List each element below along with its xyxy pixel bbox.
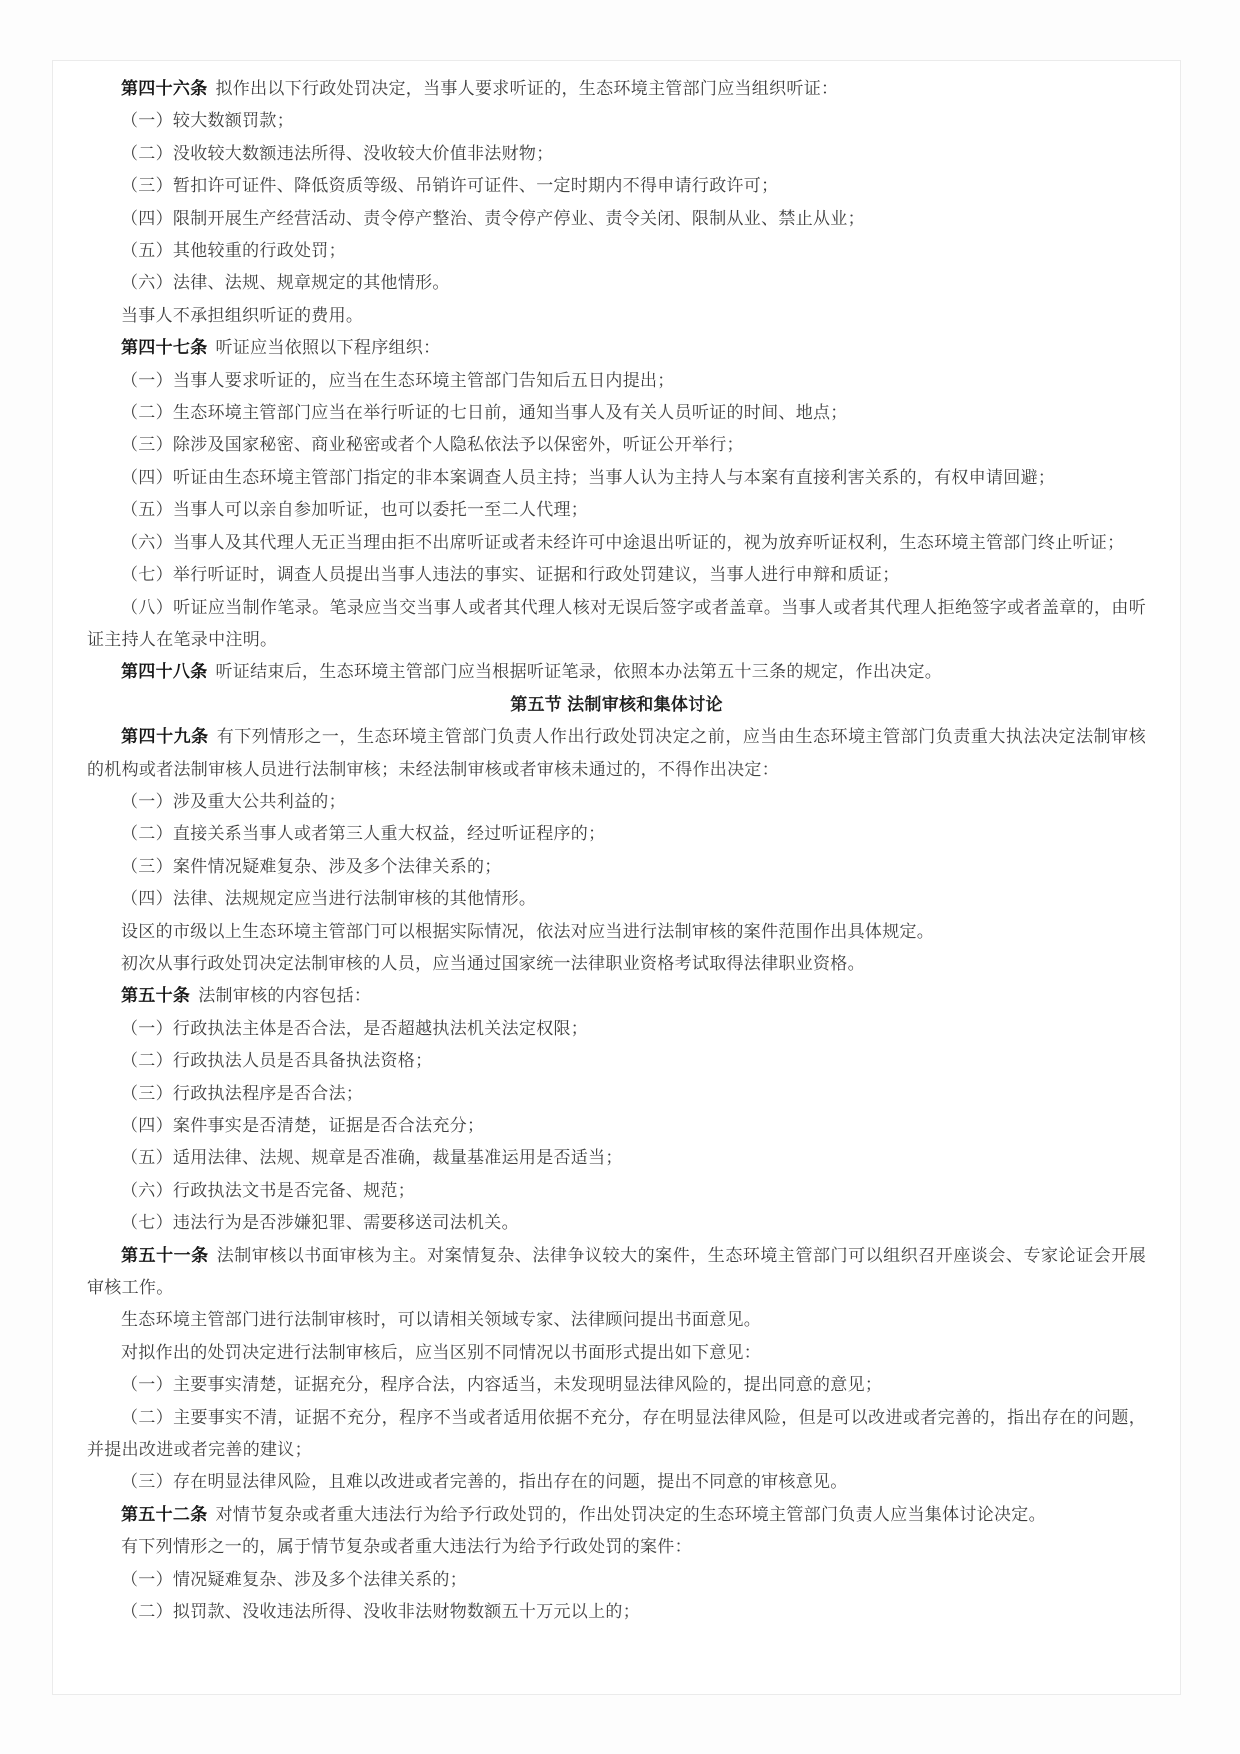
article-number: 第四十六条 — [121, 79, 208, 98]
article-text: 听证应当依照以下程序组织： — [215, 338, 441, 358]
list-item-paragraph: （三）存在明显法律风险，且难以改进或者完善的，指出存在的问题，提出不同意的审核意见。 — [121, 1472, 848, 1492]
list-item-paragraph: （一）当事人要求听证的，应当在生态环境主管部门告知后五日内提出； — [121, 370, 675, 390]
list-item-paragraph: （一）情况疑难复杂、涉及多个法律关系的； — [121, 1569, 467, 1589]
list-item-paragraph: （四）案件事实是否清楚，证据是否合法充分； — [121, 1116, 485, 1135]
list-item-paragraph: （四）法律、法规规定应当进行法制审核的其他情形。 — [121, 889, 537, 909]
article-paragraph — [87, 73, 1146, 105]
section-heading: 第五节 法制审核和集体讨论 — [510, 694, 723, 714]
list-item-paragraph: （二）没收较大数额违法所得、没收较大价值非法财物； — [121, 143, 554, 163]
article-paragraph — [87, 332, 1146, 364]
article-number: 第四十七条 — [121, 338, 208, 358]
list-item-paragraph: （五）其他较重的行政处罚； — [121, 241, 346, 261]
list-item-paragraph: （二）行政执法人员是否具备执法资格； — [121, 1051, 433, 1071]
article-text: 对情节复杂或者重大违法行为给予行政处罚的，作出处罚决定的生态环境主管部门负责人应当集体讨论决定。 — [215, 1504, 1046, 1524]
article-paragraph — [87, 656, 1146, 688]
list-item-paragraph: （一）行政执法主体是否合法，是否超越执法机关法定权限； — [121, 1018, 589, 1038]
list-item-paragraph: （二）拟罚款、没收违法所得、没收非法财物数额五十万元以上的； — [121, 1602, 640, 1622]
article-paragraph — [87, 980, 1146, 1012]
article-number: 第五十二条 — [121, 1504, 208, 1524]
list-item-paragraph: （七）举行听证时，调查人员提出当事人违法的事实、证据和行政处罚建议，当事人进行申辩和质证； — [121, 565, 900, 585]
body-paragraph: 生态环境主管部门进行法制审核时，可以请相关领域专家、法律顾问提出书面意见。 — [121, 1310, 762, 1330]
document-body — [87, 73, 1146, 1629]
article-text: 听证结束后，生态环境主管部门应当根据听证笔录，依照本办法第五十三条的规定，作出决定。 — [215, 662, 943, 682]
list-item-paragraph: （五）适用法律、法规、规章是否准确，裁量基准运用是否适当； — [121, 1148, 623, 1168]
article-paragraph — [87, 721, 1146, 786]
list-item-paragraph: （一）涉及重大公共利益的； — [121, 791, 346, 811]
list-item-paragraph: （二）直接关系当事人或者第三人重大权益，经过听证程序的； — [121, 824, 606, 844]
body-paragraph: 设区的市级以上生态环境主管部门可以根据实际情况，依法对应当进行法制审核的案件范围作出具体规定。 — [121, 921, 935, 941]
list-item-paragraph: （一）主要事实清楚，证据充分，程序合法，内容适当，未发现明显法律风险的，提出同意的意见； — [121, 1375, 883, 1395]
document-page — [52, 60, 1181, 1695]
list-item-paragraph: （六）行政执法文书是否完备、规范； — [121, 1180, 416, 1200]
article-text: 法制审核的内容包括： — [198, 986, 372, 1006]
article-text: 法制审核以书面审核为主。对案情复杂、法律争议较大的案件，生态环境主管部门可以组织召开座谈会、专家论证会开展审核工作。 — [87, 1245, 1147, 1298]
list-item-paragraph: （四）限制开展生产经营活动、责令停产整治、责令停产停业、责令关闭、限制从业、禁止从业； — [121, 208, 865, 228]
body-paragraph: 当事人不承担组织听证的费用。 — [121, 305, 364, 325]
list-item-paragraph: （三）除涉及国家秘密、商业秘密或者个人隐私依法予以保密外，听证公开举行； — [121, 435, 744, 455]
list-item-paragraph: （五）当事人可以亲自参加听证，也可以委托一至二人代理； — [121, 500, 589, 520]
article-number: 第五十条 — [121, 986, 191, 1006]
list-item-paragraph: （六）法律、法规、规章规定的其他情形。 — [121, 273, 450, 293]
article-text: 有下列情形之一，生态环境主管部门负责人作出行政处罚决定之前，应当由生态环境主管部门负责重大执法决定法制审核的机构或者法制审核人员进行法制审核；未经法制审核或者审核未通过的，不得作出决定： — [87, 727, 1147, 779]
article-paragraph — [87, 1240, 1146, 1305]
list-item-paragraph: （八）听证应当制作笔录。笔录应当交当事人或者其代理人核对无误后签字或者盖章。当事人或者其代理人拒绝签字或者盖章的，由听证主持人在笔录中注明。 — [87, 597, 1146, 649]
body-paragraph: 对拟作出的处罚决定进行法制审核后，应当区别不同情况以书面形式提出如下意见： — [121, 1342, 762, 1362]
list-item-paragraph: （三）行政执法程序是否合法； — [121, 1083, 364, 1103]
article-text: 拟作出以下行政处罚决定，当事人要求听证的，生态环境主管部门应当组织听证： — [215, 79, 839, 98]
list-item-paragraph: （六）当事人及其代理人无正当理由拒不出席听证或者未经许可中途退出听证的，视为放弃听证权利，生态环境主管部门终止听证； — [121, 532, 1125, 552]
body-paragraph: 初次从事行政处罚决定法制审核的人员，应当通过国家统一法律职业资格考试取得法律职业资格。 — [121, 953, 865, 973]
article-number: 第四十八条 — [121, 662, 208, 682]
list-item-paragraph: （三）案件情况疑难复杂、涉及多个法律关系的； — [121, 856, 502, 876]
list-item-paragraph: （四）听证由生态环境主管部门指定的非本案调查人员主持；当事人认为主持人与本案有直接利害关系的，有权申请回避； — [121, 467, 1056, 487]
article-number: 第四十九条 — [121, 727, 209, 747]
list-item-paragraph: （二）主要事实不清，证据不充分，程序不当或者适用依据不充分，存在明显法律风险，但是可以改进或者完善的，指出存在的问题，并提出改进或者完善的建议； — [87, 1407, 1146, 1460]
list-item-paragraph: （一）较大数额罚款； — [121, 111, 294, 131]
article-paragraph — [87, 1499, 1146, 1531]
body-paragraph: 有下列情形之一的，属于情节复杂或者重大违法行为给予行政处罚的案件： — [121, 1537, 692, 1557]
list-item-paragraph: （七）违法行为是否涉嫌犯罪、需要移送司法机关。 — [121, 1213, 519, 1233]
article-number: 第五十一条 — [121, 1245, 209, 1265]
list-item-paragraph: （三）暂扣许可证件、降低资质等级、吊销许可证件、一定时期内不得申请行政许可； — [121, 176, 779, 196]
list-item-paragraph: （二）生态环境主管部门应当在举行听证的七日前，通知当事人及有关人员听证的时间、地点； — [121, 403, 848, 423]
